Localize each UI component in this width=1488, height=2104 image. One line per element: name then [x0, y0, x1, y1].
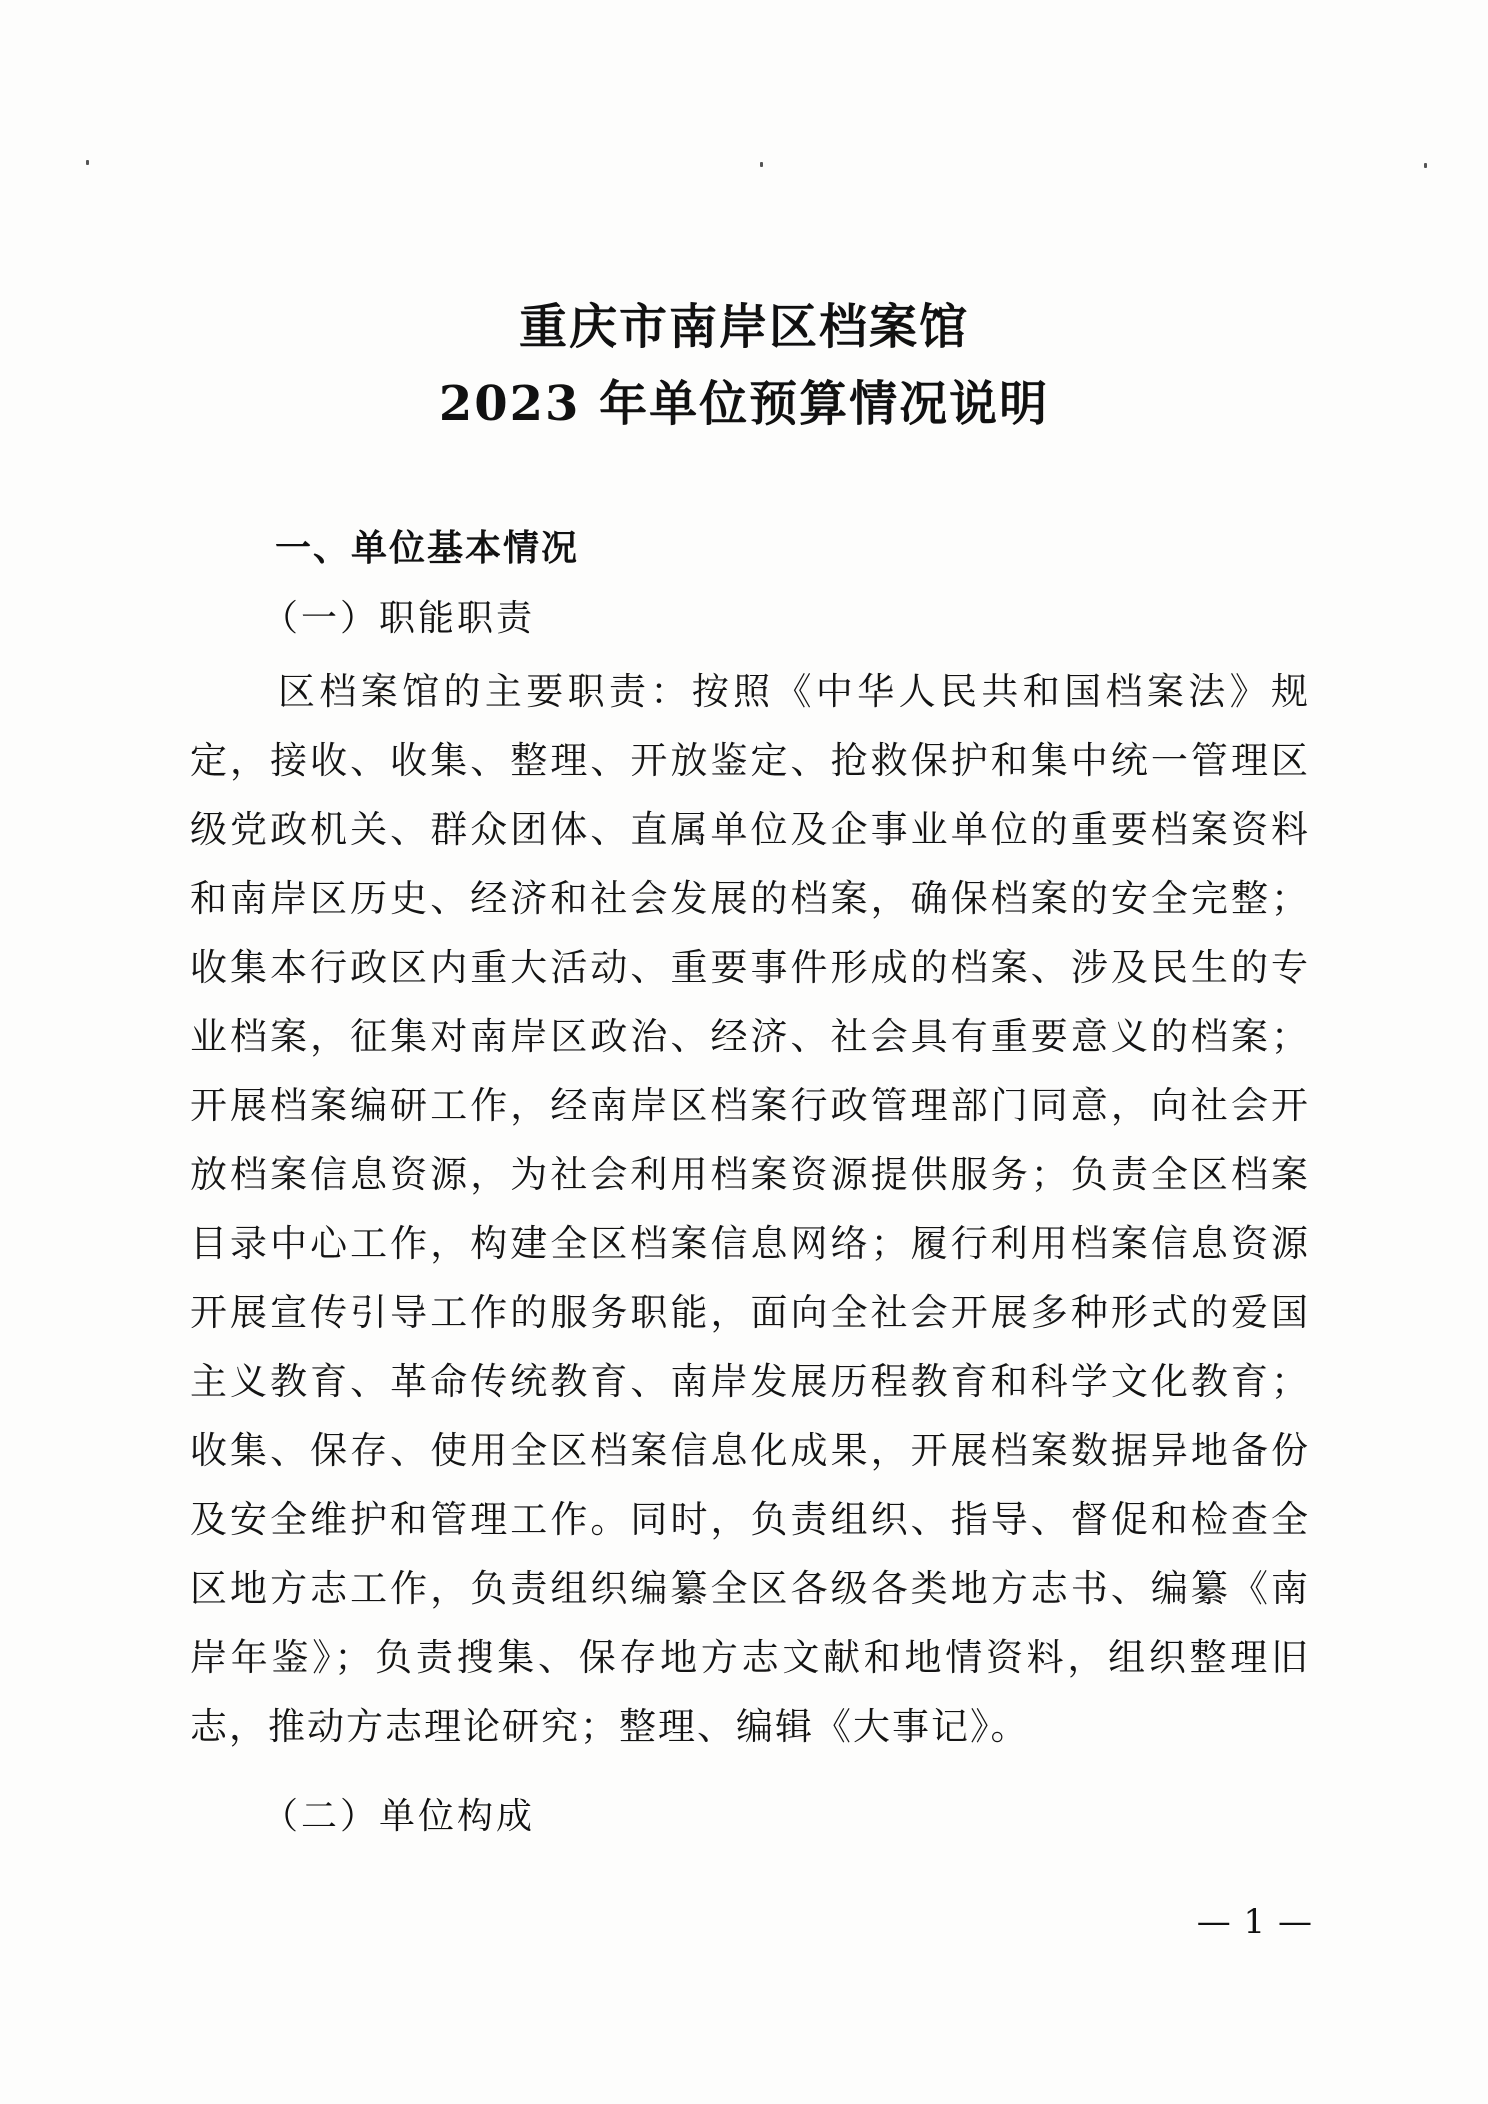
subsection-heading-duties: （一）职能职责: [262, 598, 536, 639]
scan-speck: [86, 160, 89, 165]
document-title-line1: 重庆市南岸区档案馆: [518, 299, 969, 355]
scan-speck: [760, 162, 763, 167]
section-heading-basic-info: 一、单位基本情况: [275, 528, 580, 569]
page-number: — 1 —: [1196, 1902, 1313, 1942]
duties-paragraph: 区档案馆的主要职责：按照《中华人民共和国档案法》规定，接收、收集、整理、开放鉴定、抢救保护和集中统一管理区级党政机关、群众团体、直属单位及企事业单位的重要档案资料和南岸区历史、经济和社会发展的档案，确保档案的安全完整；收集本行政区内重大活动、重要事件形成的档案、涉及民生的专业档案，征集对南岸区政治、经济、社会具有重要意义的档案；开展档案编研工作，经南岸区档案行政管理部门同意，向社会开放档案信息资源，为社会利用档案资源提供服务；负责全区档案目录中心工作，构建全区档案信息网络；履行利用档案信息资源开展宣传引导工作的服务职能，面向全社会开展多种形式的爱国主义教育、革命传统教育、南岸发展历程教育和科学文化教育；收集、保存、使用全区档案信息化成果，开展档案数据异地备份及安全维护和管理工作。同时，负责组织、指导、督促和检查全区地方志工作，负责组织编纂全区各级各类地方志书、编纂《南岸年鉴》；负责搜集、保存地方志文献和地情资料，组织整理旧志，推动方志理论研究；整理、编辑《大事记》。: [190, 670, 1310, 1748]
document-title-line2: 2023 年单位预算情况说明: [438, 376, 1050, 432]
scan-speck: [1424, 163, 1427, 168]
subsection-heading-composition: （二）单位构成: [262, 1796, 536, 1837]
